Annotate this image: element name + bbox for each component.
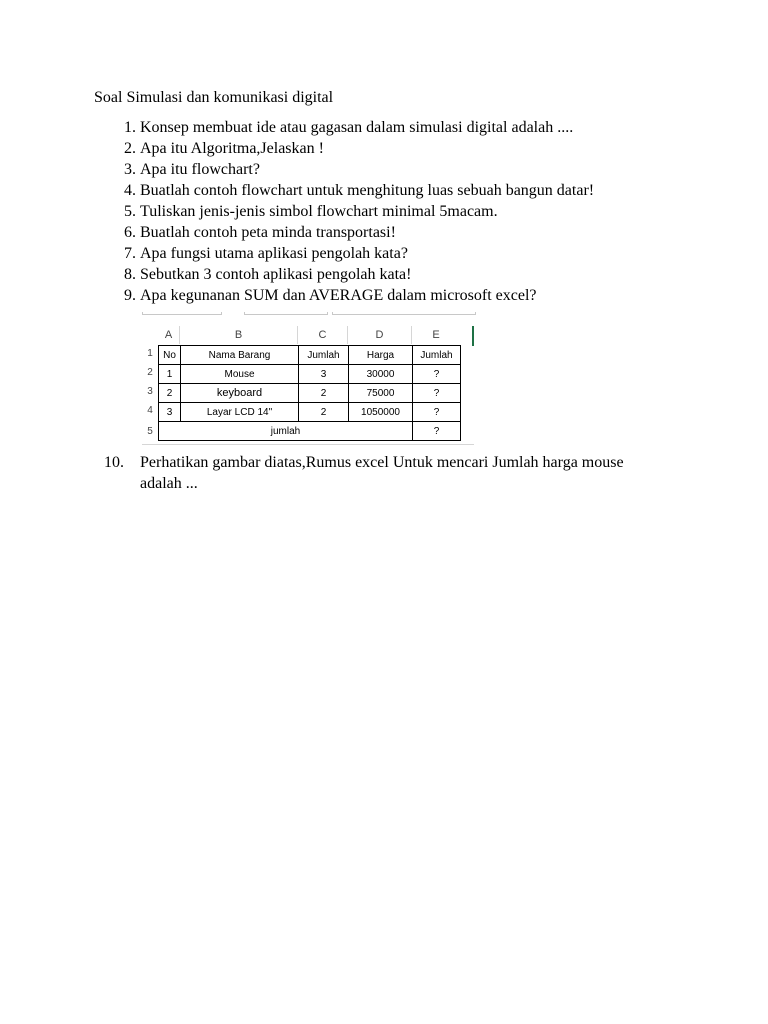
column-header-c: C	[298, 326, 348, 344]
header-cell: Nama Barang	[181, 346, 299, 365]
question-number: 10.	[104, 454, 124, 471]
table-cell: 2	[299, 403, 349, 422]
table-total-row	[159, 422, 461, 441]
table-row	[159, 365, 461, 384]
page-title: Soal Simulasi dan komunikasi digital	[94, 89, 334, 106]
table-cell: 30000	[349, 365, 413, 384]
column-header-b: B	[180, 326, 298, 344]
question-number: 2.	[124, 140, 136, 157]
question-text: Buatlah contoh flowchart untuk menghitung luas sebuah bangun datar!	[140, 182, 595, 199]
header-cell: Harga	[349, 346, 413, 365]
question-number: 6.	[124, 224, 136, 241]
question-number: 9.	[124, 287, 136, 304]
header-cell: Jumlah	[413, 346, 461, 365]
question-item	[104, 243, 594, 264]
header-cell: Jumlah	[299, 346, 349, 365]
header-cell: No	[159, 346, 181, 365]
table-cell: ?	[413, 365, 461, 384]
question-item	[104, 264, 594, 285]
table-cell: ?	[413, 384, 461, 403]
table-cell: Layar LCD 14"	[181, 403, 299, 422]
table-cell: 1	[159, 365, 181, 384]
question-item	[104, 117, 594, 138]
question-text: Konsep membuat ide atau gagasan dalam simulasi digital adalah ....	[140, 119, 574, 136]
spreadsheet-image	[142, 312, 476, 452]
question-text: Apa kegunanan SUM dan AVERAGE dalam microsoft excel?	[140, 287, 537, 304]
question-item	[104, 452, 660, 494]
question-text: Tuliskan jenis-jenis simbol flowchart minimal 5macam.	[140, 203, 498, 220]
sheet-bottom-edge	[142, 444, 474, 445]
table-header-row	[159, 346, 461, 365]
table-cell: ?	[413, 403, 461, 422]
column-header-d: D	[348, 326, 412, 344]
sheet-top-edge	[332, 312, 476, 315]
row-header-5: 5	[147, 426, 153, 437]
row-header-4: 4	[147, 405, 153, 416]
table-cell: 75000	[349, 384, 413, 403]
question-text: Perhatikan gambar diatas,Rumus excel Untuk mencari Jumlah harga mouse adalah ...	[140, 454, 624, 492]
table-row	[159, 384, 461, 403]
table-cell: 2	[299, 384, 349, 403]
question-number: 5.	[124, 203, 136, 220]
question-item	[104, 159, 594, 180]
question-item	[104, 138, 594, 159]
question-text: Buatlah contoh peta minda transportasi!	[140, 224, 396, 241]
table-cell: 1050000	[349, 403, 413, 422]
table-row	[159, 403, 461, 422]
row-header-2: 2	[147, 367, 153, 378]
question-list-continued	[104, 452, 660, 494]
table-cell: Mouse	[181, 365, 299, 384]
question-number: 1.	[124, 119, 136, 136]
question-item	[104, 180, 594, 201]
column-header-e: E	[432, 329, 440, 341]
question-text: Sebutkan 3 contoh aplikasi pengolah kata!	[140, 266, 412, 283]
question-number: 4.	[124, 182, 136, 199]
question-list	[104, 117, 594, 306]
table-cell: 2	[159, 384, 181, 403]
question-text: Apa itu flowchart?	[140, 161, 260, 178]
question-number: 3.	[124, 161, 136, 178]
question-text: Apa itu Algoritma,Jelaskan !	[140, 140, 324, 157]
table-cell: 3	[159, 403, 181, 422]
total-value-cell: ?	[413, 422, 461, 441]
sheet-top-edge	[142, 312, 222, 315]
question-item	[104, 285, 594, 306]
row-header-1: 1	[147, 348, 153, 359]
question-item	[104, 222, 594, 243]
table-cell: keyboard	[181, 384, 299, 403]
spreadsheet-table	[158, 345, 461, 441]
question-number: 8.	[124, 266, 136, 283]
column-header-a: A	[158, 326, 180, 344]
question-number: 7.	[124, 245, 136, 262]
table-cell: 3	[299, 365, 349, 384]
question-item	[104, 201, 594, 222]
sheet-top-edge	[244, 312, 328, 315]
total-label-cell: jumlah	[159, 422, 413, 441]
question-text: Apa fungsi utama aplikasi pengolah kata?	[140, 245, 408, 262]
row-header-3: 3	[147, 386, 153, 397]
column-resize-marker	[472, 326, 474, 346]
